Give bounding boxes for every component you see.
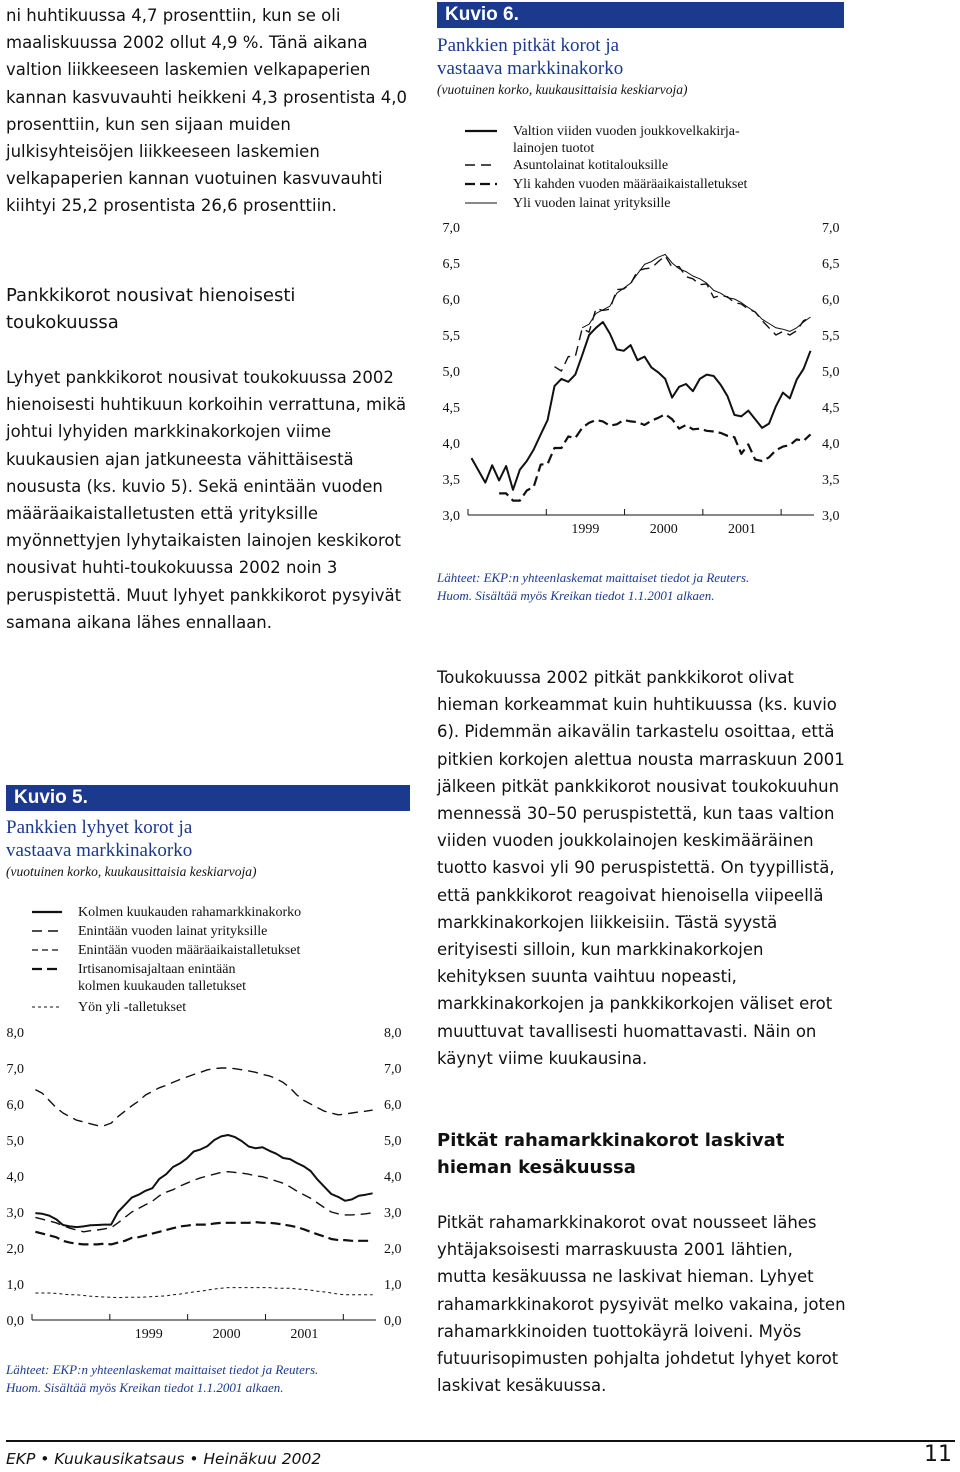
y-tick-label-left: 4,0 xyxy=(442,437,460,452)
figure6-plot xyxy=(443,221,840,537)
y-tick-label-right: 4,5 xyxy=(822,401,840,416)
series-line-2 xyxy=(555,256,811,371)
legend-label-asuntolainat: Asuntolainat kotitalouksille xyxy=(513,158,669,173)
y-tick-label-left: 5,0 xyxy=(6,1134,24,1149)
x-tick-label: 1999 xyxy=(134,1327,163,1342)
legend-label-kolmen-kk: Kolmen kuukauden rahamarkkinakorko xyxy=(78,905,302,920)
y-tick-label-right: 4,0 xyxy=(384,1170,402,1185)
paragraph-pitkat-rahamarkkinakorot: Pitkät rahamarkkinakorot ovat nousseet lähes yhtäjaksoisesti marraskuusta 2001 lähtien, mutta kesäkuussa ne laskivat hieman. Lyhyet rahamarkkinakorot pysyivät melko vakaina, joten rahamarkkinoiden tuottokäyrä loiveni. Myös futuurisopimusten pohjalta johdetut lyhyet korot laskivat kesäkuussa. xyxy=(437,1213,846,1396)
figure6-source-line1: Lähteet: EKP:n yhteenlaskemat maittaiset tiedot ja Reuters. xyxy=(437,570,750,585)
y-tick-label-left: 6,0 xyxy=(6,1098,24,1113)
y-tick-label-left: 5,0 xyxy=(442,365,460,380)
y-tick-label-left: 3,0 xyxy=(442,509,460,524)
legend-label-valtio-cont: lainojen tuotot xyxy=(513,141,595,156)
paragraph-pitkat-pankkikorot: Toukokuussa 2002 pitkät pankkikorot olivat hieman korkeammat kuin huhtikuussa (ks. kuvio 6). Pidemmän aikavälin tarkastelu osoittaa, että pitkien korkojen alettua nousta marraskuun 2001 jälkeen pitkät pankkikorot nousivat toukokuuhun mennessä 30–50 peruspistettä, kun taas valtion viiden vuoden joukkolainojen keskimääräinen tuotto kasvoi yli 90 peruspistettä. On tyypillistä, että pankkikorot reagoivat hienoisella viipeellä markkinakorkojen liikkeisiin. Tästä syystä erityisesti silloin, kun markkinakorkojen kehityksen suunta vaihtuu nopeasti, markkinakorkojen ja pankkikorkojen väliset erot muuttuvat tavallisesti huomattavasti. Näin on käynyt viime kuukausina. xyxy=(437,668,845,1068)
legend-label-irtisanomis-cont: kolmen kuukauden talletukset xyxy=(78,979,246,994)
page-number: 11 xyxy=(924,1442,952,1467)
y-tick-label-left: 6,0 xyxy=(442,293,460,308)
y-tick-label-right: 1,0 xyxy=(384,1278,402,1293)
series-line-5 xyxy=(35,1288,372,1298)
x-tick-label: 2001 xyxy=(727,522,756,537)
y-tick-label-right: 2,0 xyxy=(384,1242,402,1257)
figure5-legend xyxy=(32,905,301,1015)
y-tick-label-left: 0,0 xyxy=(6,1314,24,1329)
y-tick-label-left: 7,0 xyxy=(442,221,460,236)
y-tick-label-left: 1,0 xyxy=(6,1278,24,1293)
y-tick-label-right: 6,5 xyxy=(822,257,840,272)
figure5-plot xyxy=(7,1026,402,1342)
y-tick-label-right: 4,0 xyxy=(822,437,840,452)
legend-label-talletukset: Yli kahden vuoden määräaikaistalletukset xyxy=(513,177,748,192)
figure6-title-line2: vastaava markkinakorko xyxy=(437,58,624,79)
x-tick-label: 1999 xyxy=(571,522,600,537)
x-tick-label: 2000 xyxy=(212,1327,241,1342)
legend-label-maaraaikais: Enintään vuoden määräaikaistalletukset xyxy=(78,943,301,958)
y-tick-label-left: 7,0 xyxy=(6,1062,24,1077)
figure6-chart xyxy=(430,110,850,550)
series-line-1 xyxy=(472,322,811,490)
section-heading-rahamarkkinakorot: Pitkät rahamarkkinakorot laskivat hieman kesäkuussa xyxy=(437,1130,785,1178)
series-line-4 xyxy=(582,254,810,331)
y-tick-label-right: 5,0 xyxy=(384,1134,402,1149)
y-tick-label-left: 2,0 xyxy=(6,1242,24,1257)
figure6-legend xyxy=(465,124,748,211)
series-line-1 xyxy=(35,1135,372,1227)
figure5-source-line1: Lähteet: EKP:n yhteenlaskemat maittaiset tiedot ja Reuters. xyxy=(6,1362,319,1377)
figure5-chart xyxy=(0,893,420,1353)
x-tick-label: 2000 xyxy=(649,522,678,537)
y-tick-label-left: 8,0 xyxy=(6,1026,24,1041)
y-tick-label-right: 0,0 xyxy=(384,1314,402,1329)
y-tick-label-right: 5,5 xyxy=(822,329,840,344)
y-tick-label-right: 5,0 xyxy=(822,365,840,380)
y-tick-label-right: 8,0 xyxy=(384,1026,402,1041)
y-tick-label-left: 3,0 xyxy=(6,1206,24,1221)
y-tick-label-right: 6,0 xyxy=(384,1098,402,1113)
figure5-source-line2: Huom. Sisältää myös Kreikan tiedot 1.1.2001 alkaen. xyxy=(6,1380,284,1395)
figure6-subtitle: (vuotuinen korko, kuukausittaisia keskiarvoja) xyxy=(437,82,688,97)
y-tick-label-left: 6,5 xyxy=(442,257,460,272)
legend-label-irtisanomis: Irtisanomisajaltaan enintään xyxy=(78,962,236,977)
figure6-label: Kuvio 6. xyxy=(437,2,844,28)
legend-label-lainat: Enintään vuoden lainat yrityksille xyxy=(78,924,268,939)
footer-publication: EKP • Kuukausikatsaus • Heinäkuu 2002 xyxy=(6,1450,322,1468)
legend-label-yrityslainat: Yli vuoden lainat yrityksille xyxy=(513,196,671,211)
section-heading-pankkikorot: Pankkikorot nousivat hienoisesti toukokuussa xyxy=(6,285,296,333)
legend-label-yon-yli: Yön yli -talletukset xyxy=(78,1000,187,1015)
y-tick-label-left: 4,5 xyxy=(442,401,460,416)
figure5-title-line1: Pankkien lyhyet korot ja xyxy=(6,817,193,838)
y-tick-label-right: 3,0 xyxy=(384,1206,402,1221)
y-tick-label-right: 3,0 xyxy=(822,509,840,524)
y-tick-label-right: 7,0 xyxy=(822,221,840,236)
y-tick-label-right: 6,0 xyxy=(822,293,840,308)
figure5-label: Kuvio 5. xyxy=(6,785,410,811)
figure6-source-line2: Huom. Sisältää myös Kreikan tiedot 1.1.2001 alkaen. xyxy=(437,588,715,603)
series-line-2 xyxy=(35,1068,372,1126)
intro-paragraph: ni huhtikuussa 4,7 prosenttiin, kun se oli maaliskuussa 2002 ollut 4,9 %. Tänä aikana valtion liikkeeseen laskemien velkapaperien kannan kasvuvauhti heikkeni 4,3 prosentista 4,0 prosenttiin, kun sen sijaan muiden julkisyhteisöjen liikkeeseen laskemien velkapaperien kannan vuotuinen kasvuvauhti kiihtyi 25,2 prosentista 26,6 prosenttiin. xyxy=(6,6,407,216)
figure5-title-line2: vastaava markkinakorko xyxy=(6,840,193,861)
paragraph-lyhyet-pankkikorot: Lyhyet pankkikorot nousivat toukokuussa 2002 hienoisesti huhtikuun korkoihin verrattuna, mikä johtui lyhyiden markkinakorkojen viime kuukausien ajan jatkuneesta vähittäisestä noususta (ks. kuvio 5). Sekä enintään vuoden määräaikaistalletusten että yrityksille myönnettyjen lyhytaikaisten lainojen keskikorot nousivat huhti-toukokuussa 2002 noin 3 peruspistettä. Muut lyhyet pankkikorot pysyivät samana aikana lähes ennallaan. xyxy=(6,368,407,632)
legend-label-valtio: Valtion viiden vuoden joukkovelkakirja- xyxy=(513,124,740,139)
y-tick-label-left: 5,5 xyxy=(442,329,460,344)
y-tick-label-right: 7,0 xyxy=(384,1062,402,1077)
figure6-title-line1: Pankkien pitkät korot ja xyxy=(437,35,620,56)
footer-rule xyxy=(6,1440,955,1442)
series-line-3 xyxy=(35,1172,372,1232)
figure5-subtitle: (vuotuinen korko, kuukausittaisia keskiarvoja) xyxy=(6,864,257,879)
y-tick-label-left: 3,5 xyxy=(442,473,460,488)
y-tick-label-left: 4,0 xyxy=(6,1170,24,1185)
y-tick-label-right: 3,5 xyxy=(822,473,840,488)
x-tick-label: 2001 xyxy=(290,1327,319,1342)
